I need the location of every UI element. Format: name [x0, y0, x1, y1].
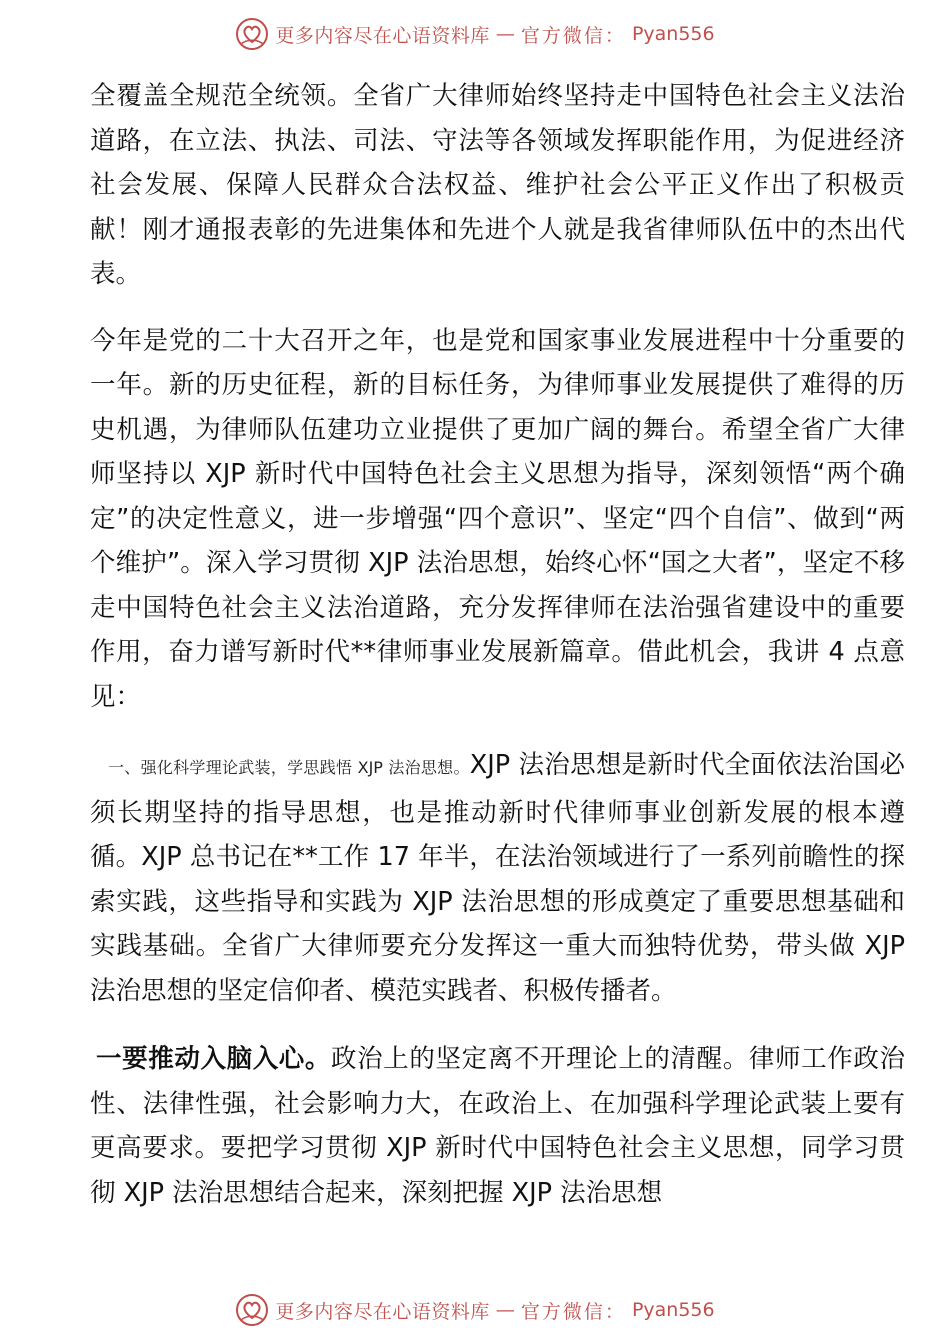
section-one-heading: 一、强化科学理论武装，学思践悟 XJP 法治思想。 — [108, 758, 470, 777]
heart-seal-icon — [235, 1293, 269, 1327]
watermark-title: 更多内容尽在心语资料库 — [275, 24, 490, 47]
paragraph-section-one — [90, 743, 905, 1013]
paragraph-point-one — [90, 1037, 905, 1215]
watermark-wechat-label: 官方微信： — [520, 24, 626, 47]
watermark-separator: — — [495, 1299, 515, 1321]
document-body — [90, 74, 905, 1215]
watermark-wechat-id: Pyan556 — [631, 1299, 715, 1321]
header-watermark — [0, 14, 950, 54]
watermark-separator: — — [495, 23, 515, 45]
watermark-title: 更多内容尽在心语资料库 — [275, 1300, 490, 1323]
paragraph-this-year: 今年是党的二十大召开之年，也是党和国家事业发展进程中十分重要的一年。新的历史征程，新的目标任务，为律师事业发展提供了难得的历史机遇，为律师队伍建功立业提供了更加广阔的舞台。希望全省广大律师坚持以 XJP 新时代中国特色社会主义思想为指导，深刻领悟“两个确定”的决定性意义，进一步增强“四个意识”、坚定“四个自信”、做到“两个维护”。深入学习贯彻 XJP 法治思想，始终心怀“国之大者”，坚定不移走中国特色社会主义法治道路，充分发挥律师在法治强省建设中的重要作用，奋力谱写新时代**律师事业发展新篇章。借此机会，我讲 4 点意见： — [90, 325, 905, 712]
watermark-wechat-id: Pyan556 — [631, 23, 715, 45]
footer-watermark — [0, 1290, 950, 1330]
watermark-wechat-label: 官方微信： — [520, 1300, 626, 1323]
point-one-body: 政治上的坚定离不开理论上的清醒。律师工作政治性、法律性强，社会影响力大，在政治上、在加强科学理论武装上要有更高要求。要把学习贯彻 XJP 新时代中国特色社会主义思想，同学习贯彻 XJP 法治思想结合起来，深刻把握 XJP 法治思想 — [90, 1044, 905, 1208]
paragraph-intro: 全覆盖全规范全统领。全省广大律师始终坚持走中国特色社会主义法治道路，在立法、执法、司法、守法等各领域发挥职能作用，为促进经济社会发展、保障人民群众合法权益、维护社会公平正义作出了积极贡献！刚才通报表彰的先进集体和先进个人就是我省律师队伍中的杰出代表。 — [90, 81, 905, 289]
section-one-body: XJP 法治思想是新时代全面依法治国必须长期坚持的指导思想，也是推动新时代律师事业创新发展的根本遵循。XJP 总书记在**工作 17 年半，在法治领域进行了一系列前瞻性的探索实践，这些指导和实践为 XJP 法治思想的形成奠定了重要思想基础和实践基础。全省广大律师要充分发挥这一重大而独特优势，带头做 XJP 法治思想的坚定信仰者、模范实践者、积极传播者。 — [90, 750, 905, 1006]
heart-seal-icon — [235, 17, 269, 51]
point-one-heading: 一要推动入脑入心。 — [96, 1044, 332, 1074]
